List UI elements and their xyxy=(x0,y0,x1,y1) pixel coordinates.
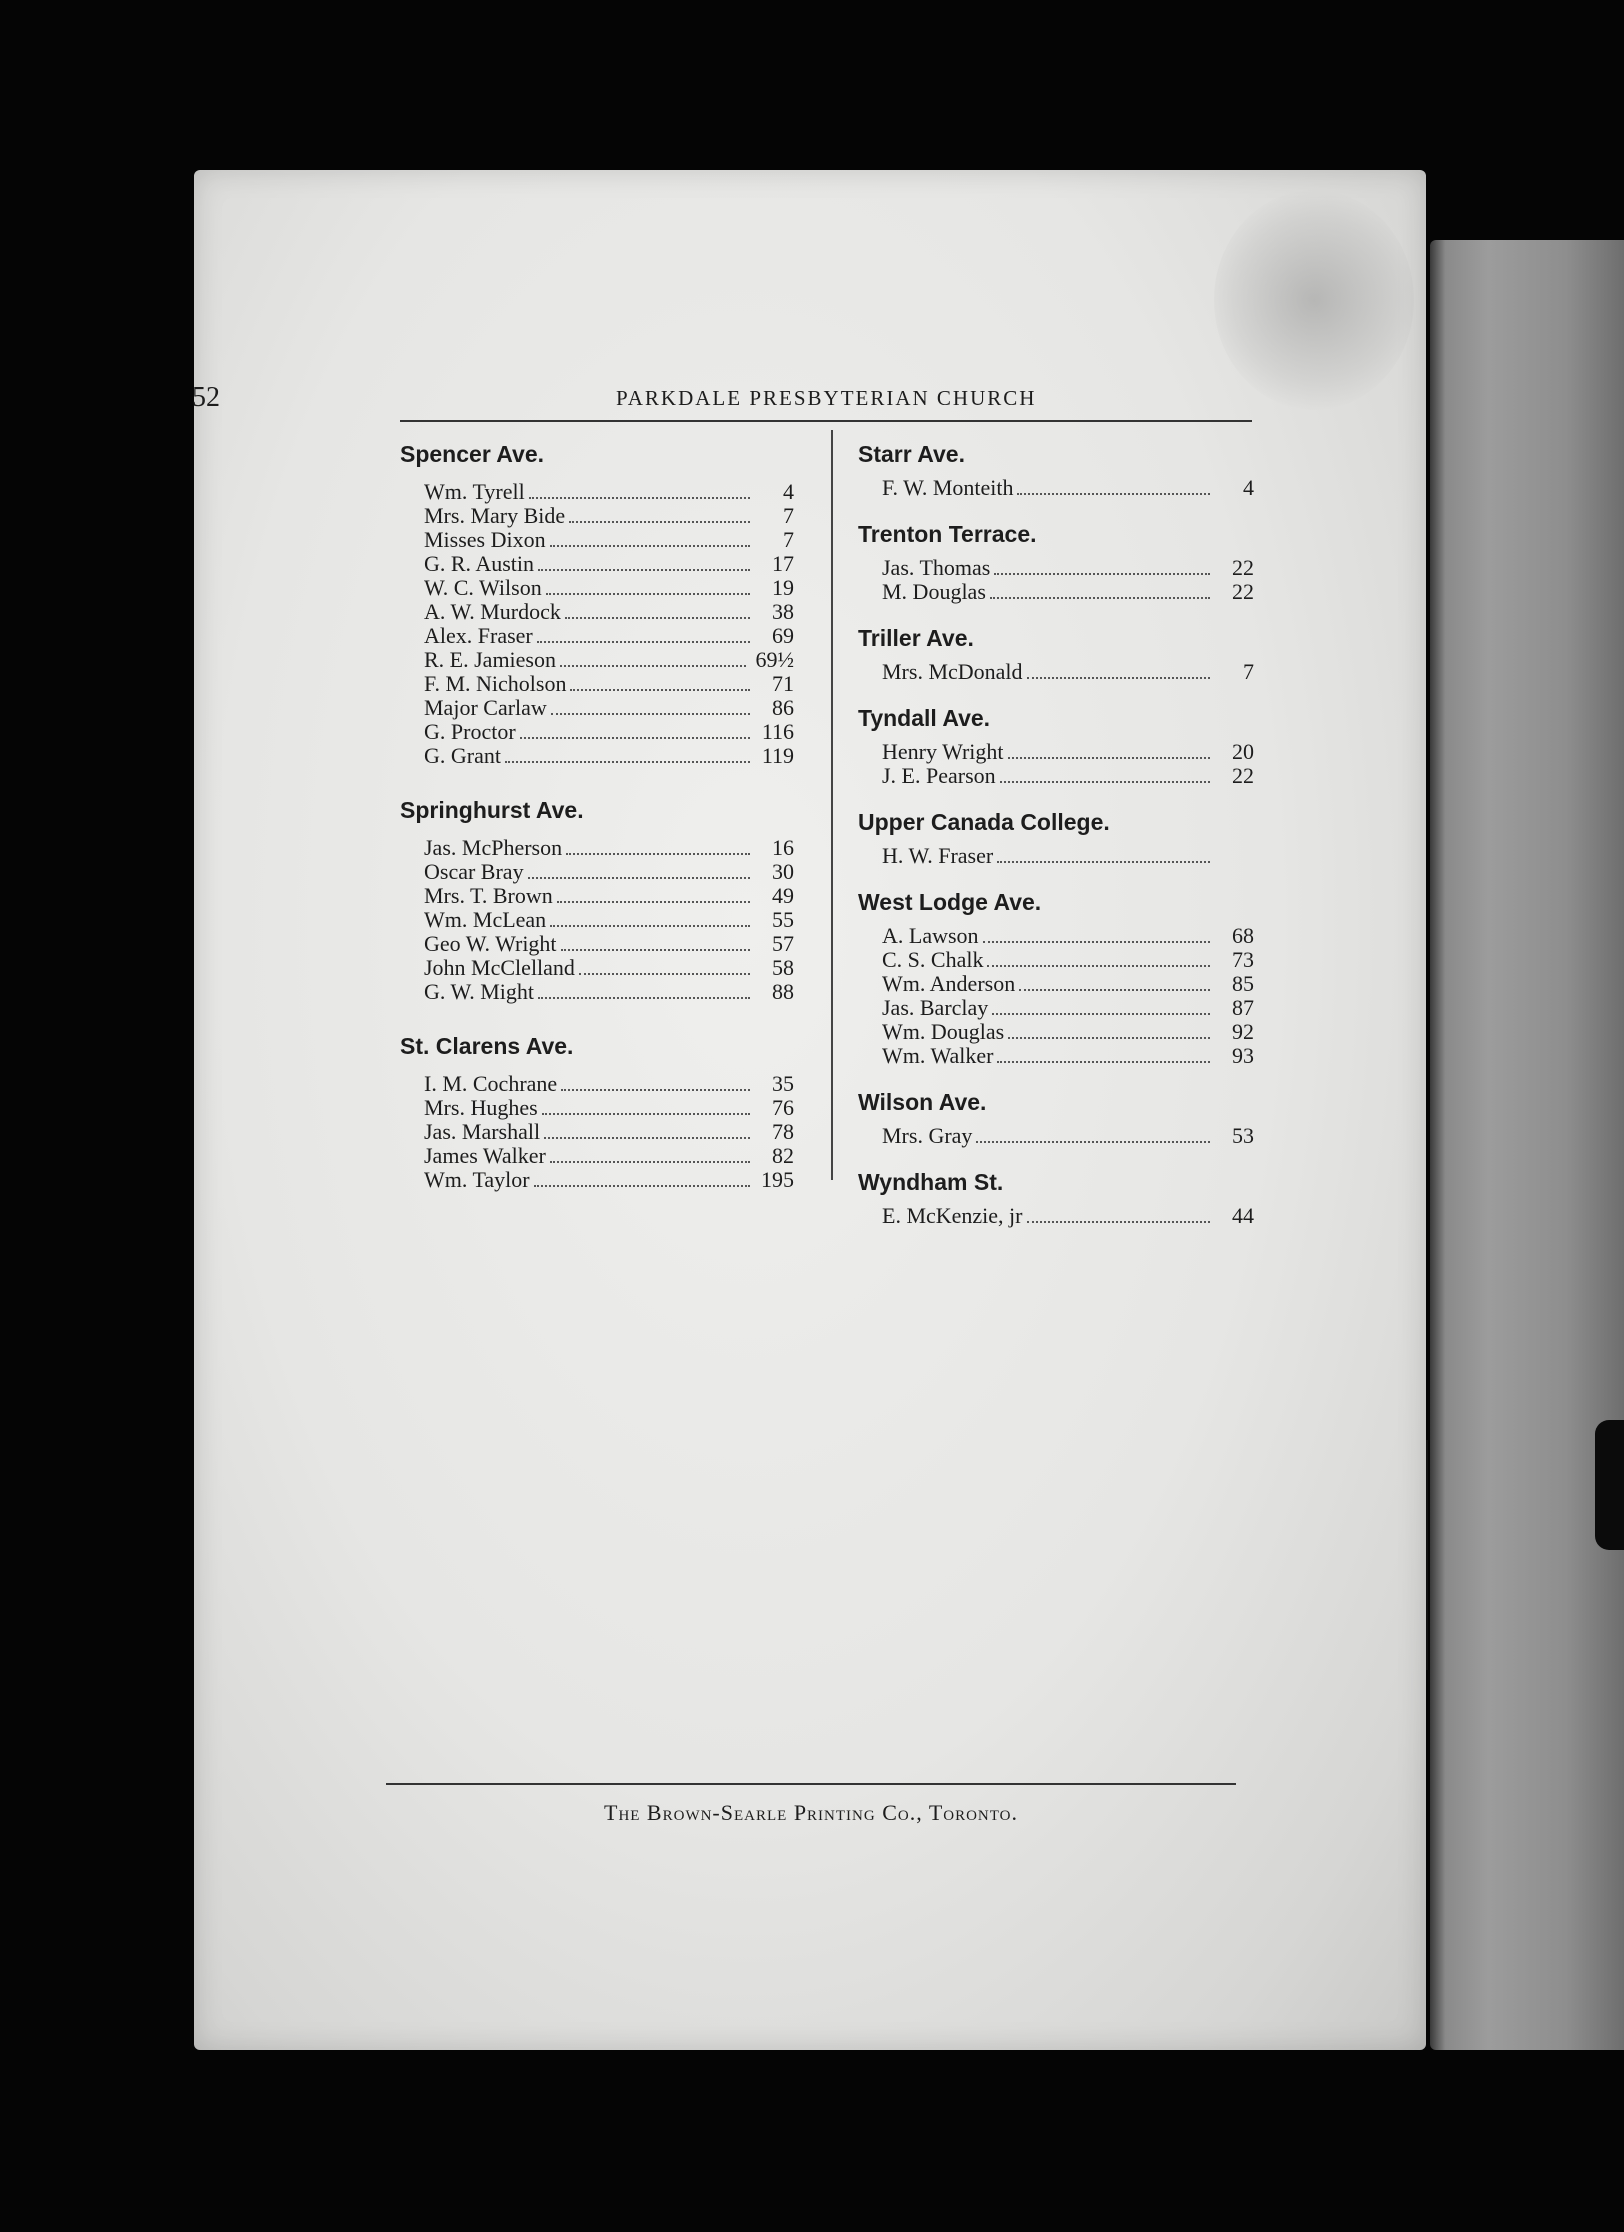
resident-name: Alex. Fraser xyxy=(424,623,533,648)
dot-leader xyxy=(1008,1037,1210,1039)
street-heading: St. Clarens Ave. xyxy=(400,1033,574,1059)
house-number: 20 xyxy=(1232,739,1254,764)
resident-entry xyxy=(400,1120,794,1144)
resident-name: Major Carlaw xyxy=(424,695,547,720)
dot-leader xyxy=(1017,493,1210,495)
resident-entry xyxy=(400,696,794,720)
dot-leader xyxy=(997,1061,1210,1063)
house-number: 55 xyxy=(772,907,794,932)
street-section xyxy=(858,808,1254,868)
resident-entry xyxy=(400,480,794,504)
resident-name: A. W. Murdock xyxy=(424,599,561,624)
dot-leader xyxy=(992,1013,1210,1015)
resident-entry xyxy=(858,948,1254,972)
resident-name: G. Proctor xyxy=(424,719,516,744)
resident-name: Jas. Barclay xyxy=(882,995,989,1020)
dot-leader xyxy=(557,901,750,903)
resident-name: W. C. Wilson xyxy=(424,575,542,600)
resident-entry xyxy=(858,1204,1254,1228)
street-heading: West Lodge Ave. xyxy=(858,889,1042,915)
dot-leader xyxy=(1027,1221,1211,1223)
resident-name: Jas. Marshall xyxy=(424,1119,541,1144)
dot-leader xyxy=(544,1137,750,1139)
street-section xyxy=(858,888,1254,1068)
resident-entry xyxy=(858,924,1254,948)
dot-leader xyxy=(560,665,746,667)
resident-name: John McClelland xyxy=(424,955,575,980)
house-number: 38 xyxy=(772,599,794,624)
resident-entry xyxy=(400,576,794,600)
dot-leader xyxy=(529,497,750,499)
house-number: 22 xyxy=(1232,579,1254,604)
house-number: 76 xyxy=(772,1095,794,1120)
street-section xyxy=(400,440,794,768)
dot-leader xyxy=(550,545,750,547)
resident-name: E. McKenzie, jr xyxy=(882,1203,1023,1228)
dot-leader xyxy=(537,641,750,643)
house-number: 16 xyxy=(772,835,794,860)
resident-name: A. Lawson xyxy=(882,923,979,948)
street-heading: Starr Ave. xyxy=(858,441,965,467)
resident-entry xyxy=(400,648,794,672)
paper-stain xyxy=(1214,190,1414,410)
dot-leader xyxy=(1008,757,1210,759)
resident-name: Mrs. Gray xyxy=(882,1123,973,1148)
house-number: 92 xyxy=(1232,1019,1254,1044)
resident-entry xyxy=(400,744,794,768)
resident-name: G. R. Austin xyxy=(424,551,535,576)
right-column xyxy=(858,440,1254,1248)
dot-leader xyxy=(542,1113,750,1115)
dot-leader xyxy=(987,965,1210,967)
street-section xyxy=(400,796,794,1004)
resident-name: Wm. Walker xyxy=(882,1043,994,1068)
resident-name: F. M. Nicholson xyxy=(424,671,567,696)
resident-name: G. W. Might xyxy=(424,979,535,1004)
dot-leader xyxy=(565,617,750,619)
resident-entry xyxy=(400,932,794,956)
resident-name: Wm. Taylor xyxy=(424,1167,530,1192)
resident-entry xyxy=(400,1168,794,1192)
house-number: 7 xyxy=(783,503,794,528)
page-number: 52 xyxy=(192,382,220,413)
resident-name: Wm. Anderson xyxy=(882,971,1016,996)
dot-leader xyxy=(570,689,750,691)
resident-entry xyxy=(858,972,1254,996)
dot-leader xyxy=(579,973,750,975)
resident-name: Oscar Bray xyxy=(424,859,524,884)
house-number: 22 xyxy=(1232,763,1254,788)
resident-entry xyxy=(858,580,1254,604)
house-number: 69 xyxy=(772,623,794,648)
resident-name: F. W. Monteith xyxy=(882,475,1014,500)
resident-entry xyxy=(858,764,1254,788)
street-section xyxy=(400,1032,794,1192)
printer-imprint: The Brown-Searle Printing Co., Toronto. xyxy=(604,1800,1018,1825)
street-heading: Springhurst Ave. xyxy=(400,797,584,823)
resident-name: Wm. McLean xyxy=(424,907,547,932)
resident-entry xyxy=(400,1096,794,1120)
house-number: 195 xyxy=(761,1167,794,1192)
dot-leader xyxy=(561,949,750,951)
street-heading: Trenton Terrace. xyxy=(858,521,1037,547)
resident-name: James Walker xyxy=(424,1143,546,1168)
house-number: 86 xyxy=(772,695,794,720)
resident-name: C. S. Chalk xyxy=(882,947,984,972)
resident-name: Geo W. Wright xyxy=(424,931,557,956)
resident-entry xyxy=(400,552,794,576)
resident-entry xyxy=(858,660,1254,684)
house-number: 57 xyxy=(772,931,794,956)
dot-leader xyxy=(566,853,750,855)
resident-entry xyxy=(400,980,794,1004)
dot-leader xyxy=(538,569,750,571)
left-column xyxy=(400,440,794,1220)
house-number: 82 xyxy=(772,1143,794,1168)
resident-name: Mrs. Hughes xyxy=(424,1095,538,1120)
house-number: 22 xyxy=(1232,555,1254,580)
house-number: 93 xyxy=(1232,1043,1254,1068)
resident-name: I. M. Cochrane xyxy=(424,1071,558,1096)
house-number: 19 xyxy=(772,575,794,600)
dot-leader xyxy=(546,593,750,595)
resident-entry xyxy=(400,956,794,980)
dot-leader xyxy=(551,713,750,715)
resident-entry xyxy=(400,836,794,860)
resident-name: M. Douglas xyxy=(882,579,986,604)
house-number: 88 xyxy=(772,979,794,1004)
resident-entry xyxy=(858,476,1254,500)
resident-name: G. Grant xyxy=(424,743,501,768)
page-tab xyxy=(1595,1420,1624,1550)
resident-entry xyxy=(400,884,794,908)
dot-leader xyxy=(569,521,750,523)
resident-entry xyxy=(858,1044,1254,1068)
house-number: 73 xyxy=(1232,947,1254,972)
resident-name: Jas. Thomas xyxy=(882,555,991,580)
house-number: 116 xyxy=(761,719,794,744)
resident-entry xyxy=(400,528,794,552)
dot-leader xyxy=(561,1089,750,1091)
resident-entry xyxy=(400,860,794,884)
house-number: 78 xyxy=(772,1119,794,1144)
street-section xyxy=(858,624,1254,684)
resident-entry xyxy=(858,1020,1254,1044)
resident-name: Jas. McPherson xyxy=(424,835,563,860)
dot-leader xyxy=(983,941,1210,943)
house-number: 69½ xyxy=(755,647,794,672)
resident-entry xyxy=(400,504,794,528)
house-number: 17 xyxy=(772,551,794,576)
resident-entry xyxy=(400,908,794,932)
house-number: 7 xyxy=(783,527,794,552)
dot-leader xyxy=(528,877,750,879)
resident-entry xyxy=(400,600,794,624)
dot-leader xyxy=(534,1185,750,1187)
dot-leader xyxy=(1000,781,1210,783)
house-number: 7 xyxy=(1243,659,1254,684)
dot-leader xyxy=(520,737,750,739)
resident-name: H. W. Fraser xyxy=(882,843,994,868)
house-number: 44 xyxy=(1232,1203,1254,1228)
dot-leader xyxy=(505,761,750,763)
street-section xyxy=(858,1168,1254,1228)
house-number: 71 xyxy=(772,671,794,696)
resident-entry xyxy=(858,844,1254,868)
house-number: 119 xyxy=(761,743,794,768)
house-number: 68 xyxy=(1232,923,1254,948)
street-section xyxy=(858,1088,1254,1148)
dot-leader xyxy=(550,1161,750,1163)
resident-name: Mrs. T. Brown xyxy=(424,883,553,908)
dot-leader xyxy=(538,997,750,999)
resident-name: Henry Wright xyxy=(882,739,1004,764)
dot-leader xyxy=(1027,677,1210,679)
resident-name: Mrs. McDonald xyxy=(882,659,1023,684)
resident-entry xyxy=(858,1124,1254,1148)
dot-leader xyxy=(997,861,1210,863)
dot-leader xyxy=(994,573,1210,575)
resident-name: R. E. Jamieson xyxy=(424,647,556,672)
dot-leader xyxy=(990,597,1210,599)
resident-entry xyxy=(400,1072,794,1096)
resident-entry xyxy=(858,740,1254,764)
house-number: 35 xyxy=(772,1071,794,1096)
resident-entry xyxy=(400,624,794,648)
resident-name: Mrs. Mary Bide xyxy=(424,503,566,528)
street-section xyxy=(858,440,1254,500)
resident-name: Wm. Tyrell xyxy=(424,479,525,504)
street-section xyxy=(858,704,1254,788)
dot-leader xyxy=(550,925,750,927)
street-heading: Spencer Ave. xyxy=(400,441,545,467)
house-number: 4 xyxy=(1243,475,1254,500)
adjacent-page xyxy=(1430,240,1624,2050)
resident-entry xyxy=(400,672,794,696)
footer-rule xyxy=(386,1783,1236,1785)
dot-leader xyxy=(1019,989,1210,991)
house-number: 58 xyxy=(772,955,794,980)
resident-entry xyxy=(858,556,1254,580)
resident-entry xyxy=(400,1144,794,1168)
resident-name: J. E. Pearson xyxy=(882,763,996,788)
column-divider xyxy=(831,430,833,1180)
street-heading: Upper Canada College. xyxy=(858,809,1110,835)
street-section xyxy=(858,520,1254,604)
header-rule xyxy=(400,420,1252,422)
resident-entry xyxy=(400,720,794,744)
street-heading: Wyndham St. xyxy=(858,1169,1004,1195)
dot-leader xyxy=(976,1141,1210,1143)
resident-entry xyxy=(858,996,1254,1020)
house-number: 49 xyxy=(772,883,794,908)
house-number: 87 xyxy=(1232,995,1254,1020)
house-number: 30 xyxy=(772,859,794,884)
house-number: 4 xyxy=(783,479,794,504)
running-title: PARKDALE PRESBYTERIAN CHURCH xyxy=(616,386,1037,410)
resident-name: Misses Dixon xyxy=(424,527,546,552)
street-heading: Tyndall Ave. xyxy=(858,705,991,731)
resident-name: Wm. Douglas xyxy=(882,1019,1005,1044)
house-number: 53 xyxy=(1232,1123,1254,1148)
house-number: 85 xyxy=(1232,971,1254,996)
street-heading: Wilson Ave. xyxy=(858,1089,987,1115)
street-heading: Triller Ave. xyxy=(858,625,974,651)
